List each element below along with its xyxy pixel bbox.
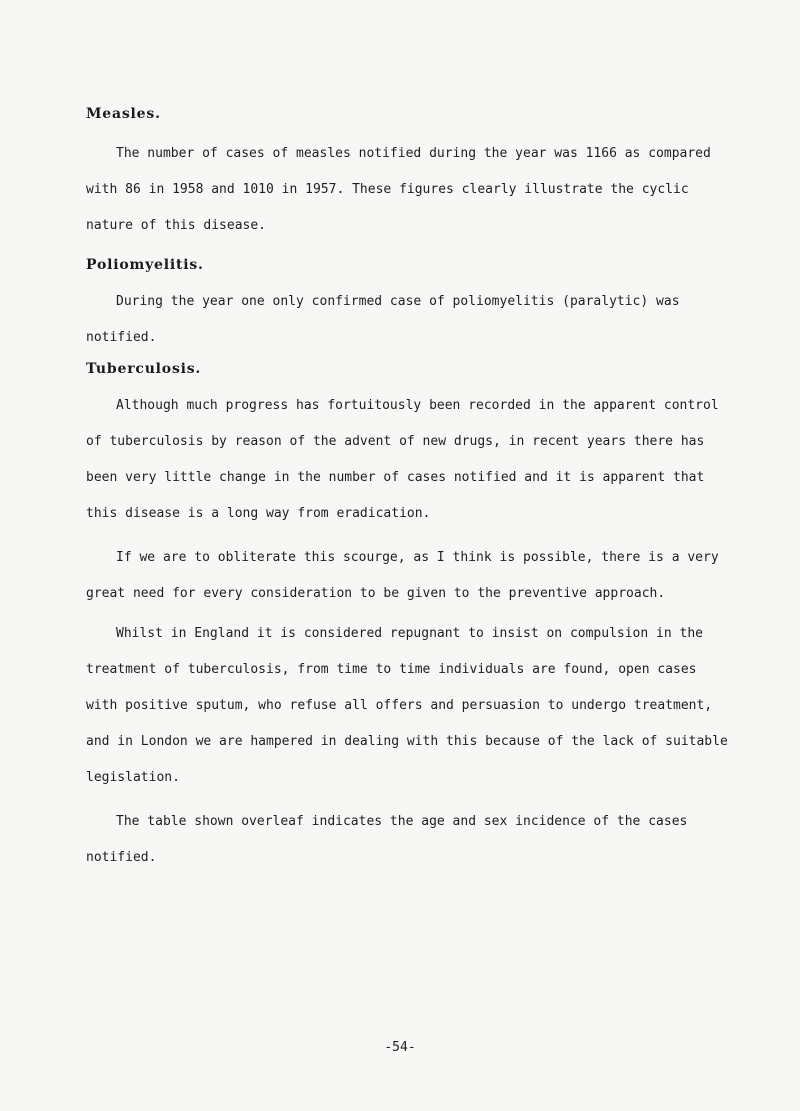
paragraph-line: of tuberculosis by reason of the advent of new drugs, in recent years there has — [86, 434, 705, 449]
paragraph-measles — [86, 136, 766, 244]
section-heading-measles: Measles. — [86, 106, 161, 122]
paragraph-tuberculosis-1 — [86, 388, 766, 532]
paragraph-tuberculosis-4 — [86, 804, 766, 876]
section-heading-poliomyelitis: Poliomyelitis. — [86, 257, 204, 273]
paragraph-line: legislation. — [86, 770, 180, 785]
paragraph-line: great need for every consideration to be given to the preventive approach. — [86, 586, 666, 601]
page-number: -54- — [384, 1040, 416, 1055]
paragraph-line: been very little change in the number of cases notified and it is apparent that — [86, 470, 705, 485]
paragraph-line: The number of cases of measles notified during the year was 1166 as compared — [116, 146, 711, 161]
section-heading-tuberculosis: Tuberculosis. — [86, 361, 202, 377]
paragraph-poliomyelitis — [86, 284, 766, 356]
paragraph-line: this disease is a long way from eradication. — [86, 506, 431, 521]
paragraph-line: and in London we are hampered in dealing with this because of the lack of suitable — [86, 734, 728, 749]
paragraph-line: The table shown overleaf indicates the age and sex incidence of the cases — [116, 814, 688, 829]
paragraph-line: Whilst in England it is considered repugnant to insist on compulsion in the — [116, 626, 703, 641]
paragraph-line: notified. — [86, 330, 157, 345]
paragraph-line: Although much progress has fortuitously been recorded in the apparent control — [116, 398, 719, 413]
paragraph-line: with positive sputum, who refuse all offers and persuasion to undergo treatment, — [86, 698, 713, 713]
paragraph-tuberculosis-2 — [86, 540, 766, 612]
paragraph-line: If we are to obliterate this scourge, as I think is possible, there is a very — [116, 550, 719, 565]
paragraph-tuberculosis-3 — [86, 616, 766, 796]
paragraph-line: nature of this disease. — [86, 218, 267, 233]
paragraph-line: treatment of tuberculosis, from time to time individuals are found, open cases — [86, 662, 697, 677]
paragraph-line: notified. — [86, 850, 157, 865]
paragraph-line: During the year one only confirmed case of poliomyelitis (paralytic) was — [116, 294, 680, 309]
paragraph-line: with 86 in 1958 and 1010 in 1957. These figures clearly illustrate the cyclic — [86, 182, 689, 197]
